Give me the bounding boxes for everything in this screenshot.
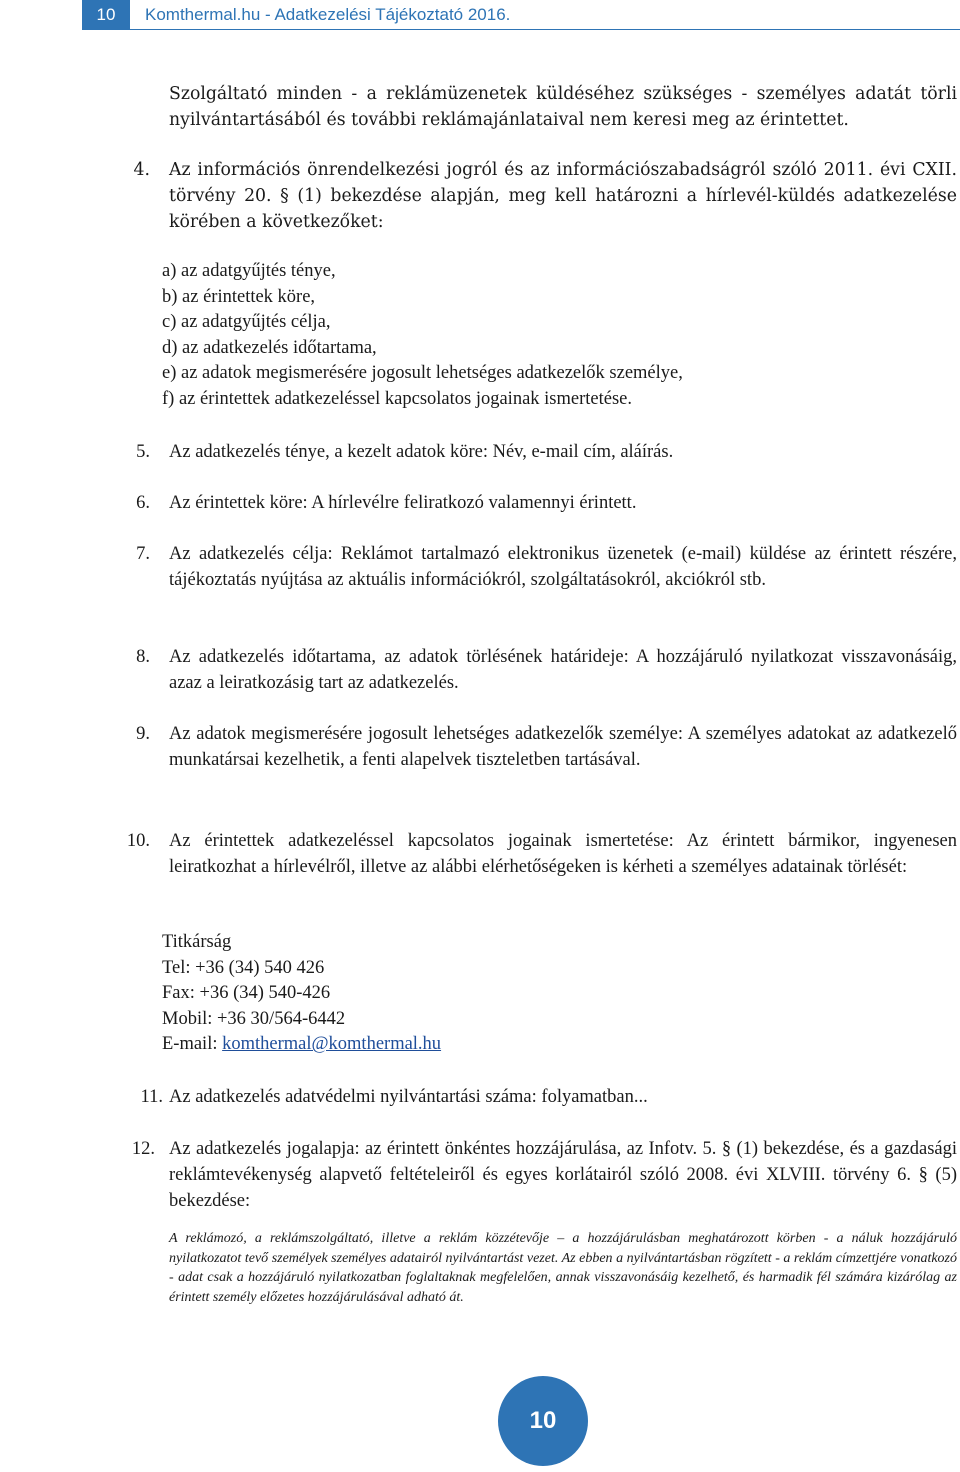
item-4-text: Az információs önrendelkezési jogról és az információszabadságról szóló 2011. évi CXII. törvény 20. § (1) bekezdése alapján, meg kell határozni a hírlevél-küldés adatkezelése körében a következőket: [169, 160, 957, 232]
contact-tel: Tel: +36 (34) 540 426 [162, 957, 325, 978]
contact-block [162, 930, 441, 1058]
item-6-text: Az érintettek köre: A hírlevélre feliratkozó valamennyi érintett. [169, 493, 637, 513]
contact-email-label: E-mail: [162, 1034, 223, 1055]
item-7-text: Az adatkezelés célja: Reklámot tartalmazó elektronikus üzenetek (e-mail) küldése az érintett részére, tájékoztatás nyújtása az aktuális információkról, szolgáltatásokról, akciókról stb. [169, 544, 957, 590]
item-10-text: Az érintettek adatkezeléssel kapcsolatos jogainak ismertetése: Az érintett bármikor, ingyenesen leiratkozhat a hírlevélről, illetve az alábbi elérhetőségeken is kérheti a személyes adatainak törlését: [169, 831, 957, 877]
item-12-number: 12. [131, 1139, 155, 1159]
list-item: a) az adatgyűjtés ténye, [162, 261, 336, 281]
list-item: c) az adatgyűjtés célja, [162, 312, 331, 333]
header-page-number: 10 [82, 0, 130, 30]
contact-mobil: Mobil: +36 30/564-6442 [162, 1008, 346, 1029]
item-8-text: Az adatkezelés időtartama, az adatok törlésének határideje: A hozzájáruló nyilatkozat visszavonásáig, azaz a leiratkozásig tart az adatkezelés. [169, 647, 957, 693]
item-10-number: 10. [126, 831, 150, 851]
item-11-text: Az adatkezelés adatvédelmi nyilvántartási száma: folyamatban... [169, 1087, 648, 1107]
email-link[interactable]: komthermal@komthermal.hu [222, 1034, 442, 1055]
contact-fax: Fax: +36 (34) 540-426 [162, 983, 331, 1004]
item-4-number: 4. [133, 160, 150, 180]
footer-page-number: 10 [498, 1376, 588, 1466]
item-9-text: Az adatok megismerésére jogosult lehetséges adatkezelők személye: A személyes adatokat az adatkezelő munkatársai kezelhetik, a fenti alapelvek tiszteletben tartásával. [169, 724, 957, 770]
page-header [0, 0, 960, 30]
requirements-list [162, 259, 683, 413]
contact-name: Titkárság [162, 932, 232, 952]
list-item: e) az adatok megismerésére jogosult lehetséges adatkezelők személye, [162, 363, 683, 384]
item-5-number: 5. [136, 442, 150, 462]
header-title: Komthermal.hu - Adatkezelési Tájékoztató 2016. [145, 5, 511, 24]
item-9-number: 9. [136, 724, 150, 744]
contact-email-row [162, 1032, 441, 1058]
item-12-text: Az adatkezelés jogalapja: az érintett önkéntes hozzájárulása, az Infotv. 5. § (1) bekezdése, és a gazdasági reklámtevékenység alapvető feltételeiről és egyes korlátairól szóló 2008. évi XLVIII. törvény 6. § (5) bekezdése: [169, 1139, 957, 1211]
list-item: d) az adatkezelés időtartama, [162, 337, 377, 358]
list-item: f) az érintettek adatkezeléssel kapcsolatos jogainak ismertetése. [162, 388, 632, 409]
item-11-number: 11. [140, 1087, 163, 1107]
header-rule [130, 29, 960, 30]
item-8-number: 8. [136, 647, 150, 667]
item-6-number: 6. [136, 493, 150, 513]
item-5-text: Az adatkezelés ténye, a kezelt adatok köre: Név, e-mail cím, aláírás. [169, 442, 674, 462]
item-7-number: 7. [136, 544, 150, 564]
intro-paragraph: Szolgáltató minden - a reklámüzenetek küldéséhez szükséges - személyes adatát törli nyilvántartásából és további reklámajánlataival nem keresi meg az érintettet. [169, 84, 957, 130]
legal-quote: A reklámozó, a reklámszolgáltató, illetve a reklám közzétevője – a hozzájárulásban meghatározott körben - a náluk hozzájáruló nyilatkozatot tevő személyek személyes adatairól nyilvántartást vezet. Az ebben a nyilvántartásban rögzített - a reklám címzettjére vonatkozó - adat csak a hozzájáruló nyilatkozatban foglaltaknak megfelelően, annak visszavonásáig kezelhető, és harmadik fél számára kizárólag az érintett személy előzetes hozzájárulásával adható át. [169, 1231, 957, 1305]
list-item: b) az érintettek köre, [162, 286, 316, 307]
